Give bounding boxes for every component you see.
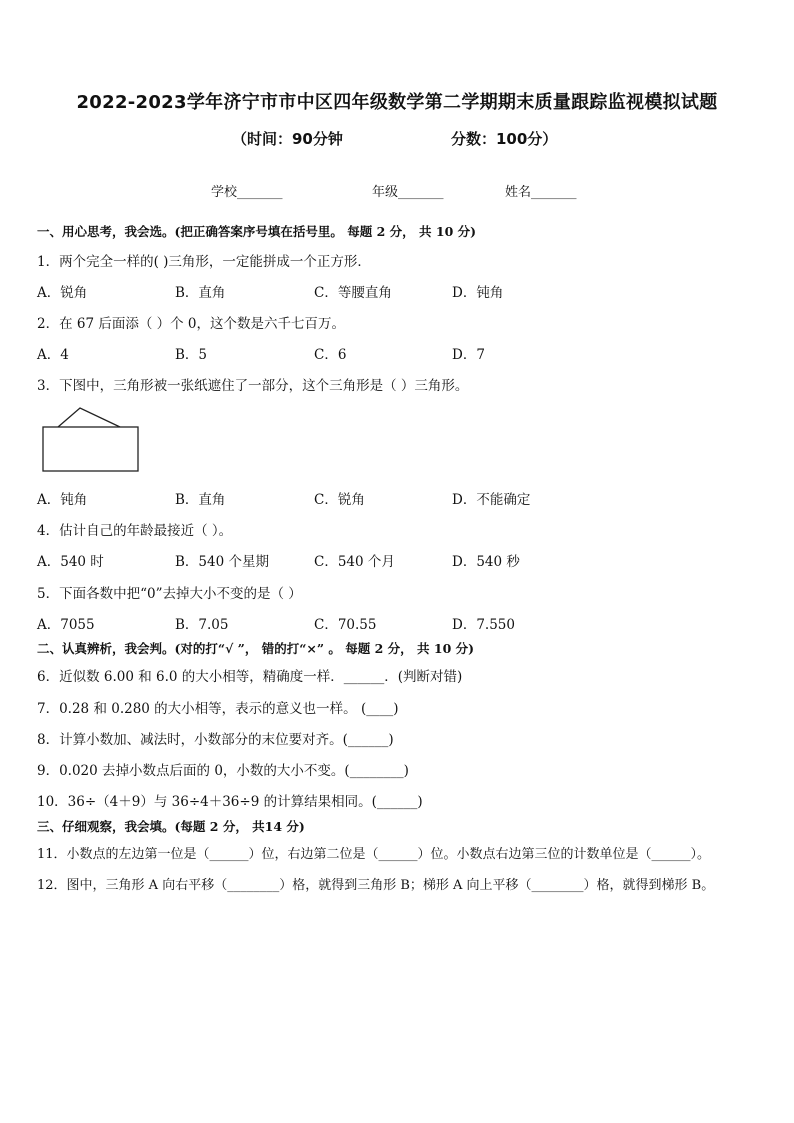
question-10: 10．36÷（4＋9）与 36÷4＋36÷9 的计算结果相同。(______) [37, 794, 423, 810]
q3-option-b: B．直角 [175, 492, 226, 508]
q2-option-a: A．4 [37, 347, 69, 363]
q3-option-c: C．锐角 [314, 492, 365, 508]
section-1-heading: 一、用心思考，我会选。(把正确答案序号填在括号里。 每题 2 分， 共 10 分) [37, 224, 477, 239]
triangle-top [58, 408, 120, 427]
exam-score: 分数：100分） [451, 130, 558, 148]
question-9: 9．0.020 去掉小数点后面的 0，小数的大小不变。(________) [37, 763, 409, 779]
question-4: 4．估计自己的年龄最接近（ ）。 [37, 523, 233, 539]
section-3-heading: 三、仔细观察，我会填。(每题 2 分， 共14 分) [37, 819, 305, 834]
q5-option-a: A．7055 [37, 617, 95, 633]
q1-option-a: A．锐角 [37, 285, 88, 301]
q1-option-d: D．钝角 [452, 285, 504, 301]
q2-option-d: D．7 [452, 347, 485, 363]
q2-option-c: C．6 [314, 347, 347, 363]
q3-option-d: D．不能确定 [452, 492, 531, 508]
q4-option-a: A．540 时 [37, 554, 104, 570]
q4-option-b: B．540 个星期 [175, 554, 269, 570]
q5-option-c: C．70.55 [314, 617, 377, 633]
section-2-heading: 二、认真辨析，我会判。(对的打“√ ”， 错的打“×” 。 每题 2 分， 共 10 分) [37, 641, 475, 656]
question-5: 5．下面各数中把“0”去掉大小不变的是（ ） [37, 586, 302, 602]
question-12: 12．图中，三角形 A 向右平移（________）格，就得到三角形 B；梯形 A 向上平移（________）格，就得到梯形 B。 [37, 878, 715, 893]
question-7: 7．0.28 和 0.280 的大小相等，表示的意义也一样。 (____) [37, 701, 399, 717]
question-3: 3．下图中，三角形被一张纸遮住了一部分，这个三角形是（ ）三角形。 [37, 378, 469, 394]
q4-option-d: D．540 秒 [452, 554, 520, 570]
grade-field: 年级_______ [372, 185, 444, 200]
question-8: 8．计算小数加、减法时，小数部分的末位要对齐。(______) [37, 732, 394, 748]
page-title: 2022-2023学年济宁市市中区四年级数学第二学期期末质量跟踪监视模拟试题 [76, 92, 718, 113]
question-11: 11．小数点的左边第一位是（______）位，右边第二位是（______）位。小数点右边第三位的计数单位是（______）。 [37, 847, 711, 862]
question-2: 2．在 67 后面添（ ）个 0，这个数是六千七百万。 [37, 316, 346, 332]
q2-option-b: B．5 [175, 347, 208, 363]
school-field: 学校_______ [211, 185, 283, 200]
question-1: 1．两个完全一样的( )三角形，一定能拼成一个正方形． [37, 254, 371, 270]
exam-time: （时间：90分钟 [232, 130, 343, 148]
cover-paper [43, 427, 138, 471]
q5-option-b: B．7.05 [175, 617, 229, 633]
q3-option-a: A．钝角 [37, 492, 88, 508]
name-field: 姓名_______ [505, 185, 577, 200]
q5-option-d: D．7.550 [452, 617, 515, 633]
covered-triangle-diagram [40, 405, 142, 473]
q1-option-b: B．直角 [175, 285, 226, 301]
q1-option-c: C．等腰直角 [314, 285, 392, 301]
question-6: 6．近似数 6.00 和 6.0 的大小相等，精确度一样．______．(判断对错) [37, 669, 463, 685]
q4-option-c: C．540 个月 [314, 554, 395, 570]
